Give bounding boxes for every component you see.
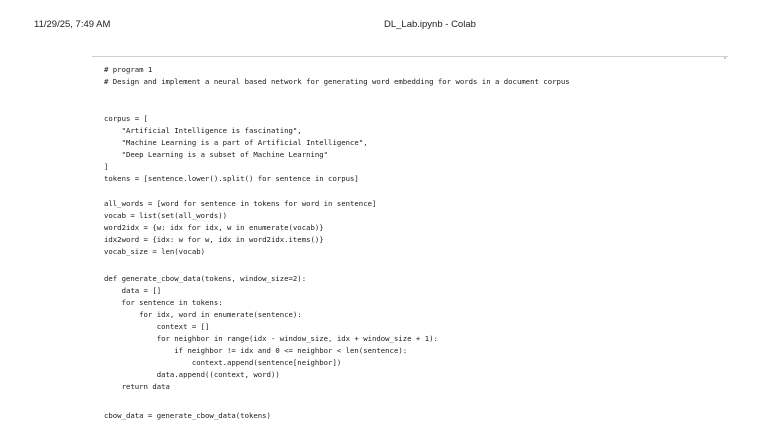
code-line: "Artificial Intelligence is fascinating", — [104, 126, 302, 135]
code-line: def generate_cbow_data(tokens, window_size=2): — [104, 274, 307, 283]
code-line: cbow_data = generate_cbow_data(tokens) — [104, 411, 271, 420]
notebook-title: DL_Lab.ipynb - Colab — [384, 19, 476, 30]
code-line: idx2word = {idx: w for w, idx in word2idx.items()} — [104, 235, 324, 244]
print-datetime: 11/29/25, 7:49 AM — [34, 19, 111, 30]
code-line: corpus = [ — [104, 114, 148, 123]
code-line: for sentence in tokens: — [104, 298, 223, 307]
code-line: vocab = list(set(all_words)) — [104, 211, 228, 220]
print-header — [0, 0, 784, 40]
cell-divider — [92, 56, 728, 57]
code-line: vocab_size = len(vocab) — [104, 247, 206, 256]
code-line: return data — [104, 382, 170, 391]
code-line: word2idx = {w: idx for idx, w in enumerate(vocab)} — [104, 223, 324, 232]
code-line: ] — [104, 162, 109, 171]
code-line: for idx, word in enumerate(sentence): — [104, 310, 302, 319]
code-line: "Machine Learning is a part of Artificial Intelligence", — [104, 138, 368, 147]
code-line: context.append(sentence[neighbor]) — [104, 358, 342, 367]
code-line: data = [] — [104, 286, 162, 295]
code-line: context = [] — [104, 322, 210, 331]
code-line: tokens = [sentence.lower().split() for sentence in corpus] — [104, 174, 359, 183]
code-line: # program 1 — [104, 65, 153, 74]
code-line: "Deep Learning is a subset of Machine Learning" — [104, 150, 329, 159]
divider-mark — [724, 57, 726, 59]
code-line: for neighbor in range(idx - window_size, idx + window_size + 1): — [104, 334, 438, 343]
code-line: if neighbor != idx and 0 <= neighbor < len(sentence): — [104, 346, 408, 355]
code-line: all_words = [word for sentence in tokens for word in sentence] — [104, 199, 377, 208]
code-line: data.append((context, word)) — [104, 370, 280, 379]
code-line: # Design and implement a neural based network for generating word embedding for words in a document corpus — [104, 77, 570, 86]
